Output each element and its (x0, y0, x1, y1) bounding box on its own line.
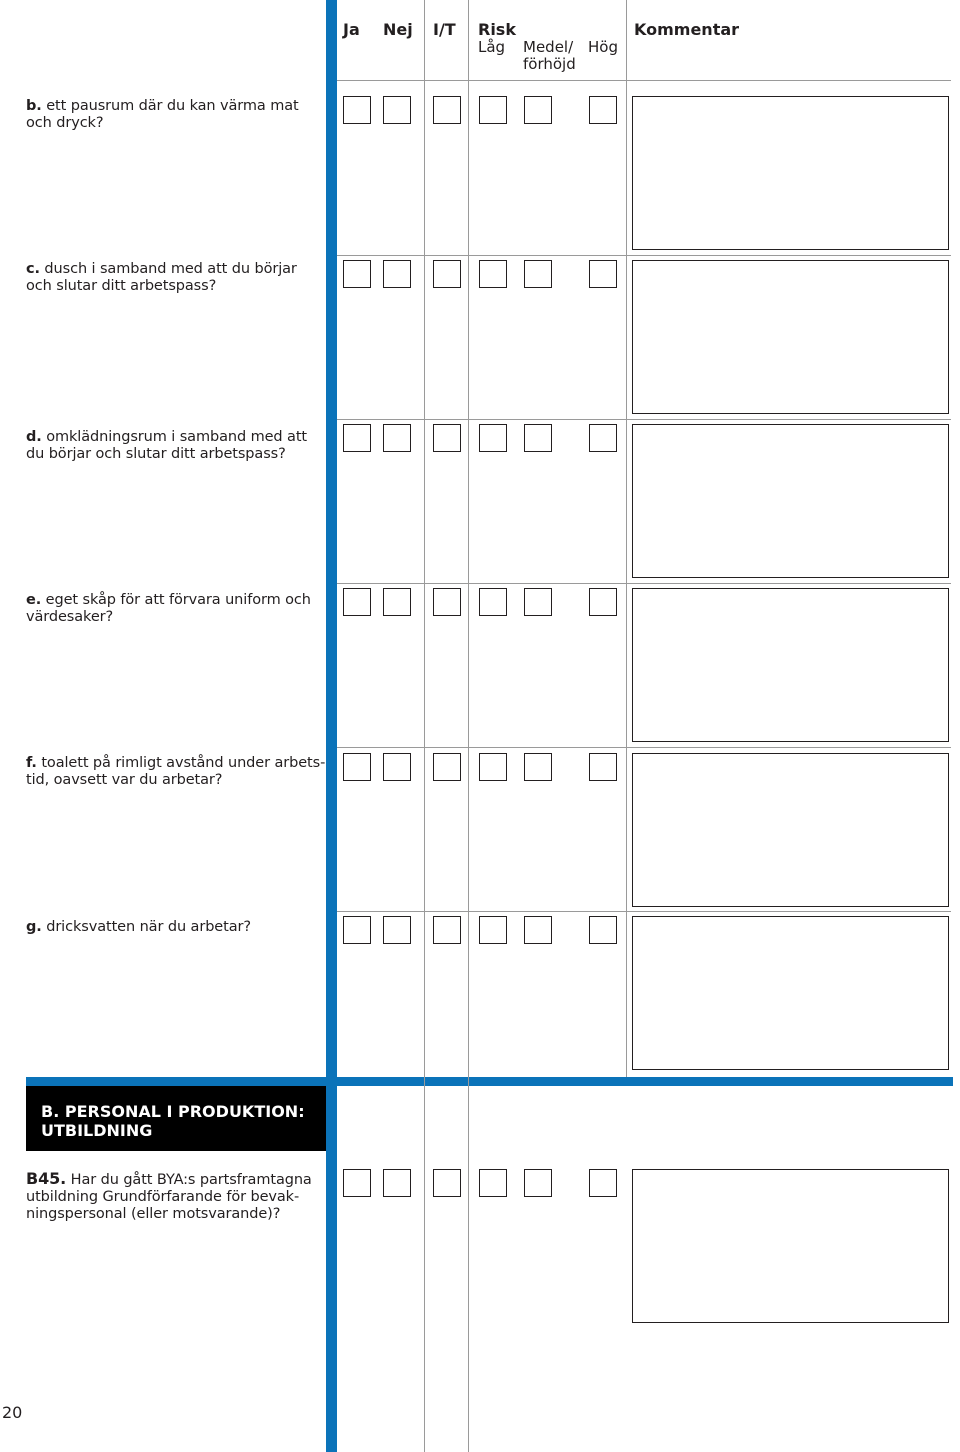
nej-checkbox[interactable] (383, 260, 411, 288)
comment-box[interactable] (632, 96, 949, 250)
question-e (26, 592, 326, 626)
header-lag: Låg (478, 38, 506, 56)
section-heading-line2: UTBILDNING (41, 1121, 153, 1140)
risk-medel-checkbox[interactable] (524, 753, 552, 781)
risk-medel-checkbox[interactable] (524, 588, 552, 616)
header-it: I/T (433, 20, 456, 39)
comment-box[interactable] (632, 1169, 949, 1323)
question-b45 (26, 1170, 316, 1223)
question-letter: b. (26, 98, 42, 114)
row-divider (337, 583, 951, 584)
question-g (26, 919, 326, 936)
question-text: ett pausrum där du kan värma mat och dryck? (26, 98, 299, 131)
header-kommentar: Kommentar (634, 20, 740, 39)
question-f (26, 755, 326, 789)
ja-checkbox[interactable] (343, 424, 371, 452)
ja-checkbox[interactable] (343, 753, 371, 781)
risk-hog-checkbox[interactable] (589, 1169, 617, 1197)
risk-lag-checkbox[interactable] (479, 260, 507, 288)
column-divider (468, 0, 469, 1452)
ja-checkbox[interactable] (343, 260, 371, 288)
ja-checkbox[interactable] (343, 588, 371, 616)
header-medel-line2: förhöjd (523, 55, 576, 73)
nej-checkbox[interactable] (383, 916, 411, 944)
row-divider (337, 255, 951, 256)
nej-checkbox[interactable] (383, 1169, 411, 1197)
header-ja: Ja (343, 20, 360, 39)
it-checkbox[interactable] (433, 1169, 461, 1197)
blue-horizontal-rule (26, 1077, 953, 1086)
it-checkbox[interactable] (433, 96, 461, 124)
risk-lag-checkbox[interactable] (479, 424, 507, 452)
nej-checkbox[interactable] (383, 588, 411, 616)
question-c (26, 261, 326, 295)
blue-vertical-rule (326, 0, 337, 1452)
question-text: Har du gått BYA:s partsframtagna utbildning Grundförfarande för bevak-ningspersonal (eller motsvarande)? (26, 1172, 312, 1222)
comment-box[interactable] (632, 753, 949, 907)
it-checkbox[interactable] (433, 260, 461, 288)
comment-box[interactable] (632, 588, 949, 742)
risk-medel-checkbox[interactable] (524, 1169, 552, 1197)
risk-hog-checkbox[interactable] (589, 588, 617, 616)
header-risk: Risk (478, 20, 516, 39)
it-checkbox[interactable] (433, 916, 461, 944)
it-checkbox[interactable] (433, 588, 461, 616)
it-checkbox[interactable] (433, 753, 461, 781)
question-letter: e. (26, 592, 42, 608)
question-text: toalett på rimligt avstånd under arbets-tid, oavsett var du arbetar? (26, 755, 326, 788)
risk-hog-checkbox[interactable] (589, 260, 617, 288)
comment-box[interactable] (632, 260, 949, 414)
risk-medel-checkbox[interactable] (524, 916, 552, 944)
risk-hog-checkbox[interactable] (589, 424, 617, 452)
nej-checkbox[interactable] (383, 424, 411, 452)
header-divider (337, 80, 951, 81)
nej-checkbox[interactable] (383, 753, 411, 781)
row-divider (337, 911, 951, 912)
risk-lag-checkbox[interactable] (479, 96, 507, 124)
section-heading (26, 1086, 326, 1151)
comment-box[interactable] (632, 916, 949, 1070)
row-divider (337, 419, 951, 420)
ja-checkbox[interactable] (343, 1169, 371, 1197)
risk-lag-checkbox[interactable] (479, 753, 507, 781)
risk-lag-checkbox[interactable] (479, 588, 507, 616)
nej-checkbox[interactable] (383, 96, 411, 124)
section-heading-line1: B. PERSONAL I PRODUKTION: (41, 1102, 305, 1121)
header-nej: Nej (383, 20, 413, 39)
question-text: dusch i samband med att du börjar och slutar ditt arbetspass? (26, 261, 297, 294)
risk-medel-checkbox[interactable] (524, 96, 552, 124)
row-divider (337, 747, 951, 748)
it-checkbox[interactable] (433, 424, 461, 452)
question-d (26, 429, 326, 463)
risk-medel-checkbox[interactable] (524, 424, 552, 452)
risk-lag-checkbox[interactable] (479, 916, 507, 944)
risk-hog-checkbox[interactable] (589, 96, 617, 124)
column-divider (626, 0, 627, 1077)
page-number: 20 (2, 1403, 23, 1422)
ja-checkbox[interactable] (343, 916, 371, 944)
header-medel (523, 39, 576, 73)
risk-medel-checkbox[interactable] (524, 260, 552, 288)
question-text: omklädningsrum i samband med att du börjar och slutar ditt arbetspass? (26, 429, 307, 462)
question-letter: f. (26, 755, 37, 771)
question-text: eget skåp för att förvara uniform och värdesaker? (26, 592, 311, 625)
question-label: B45. (26, 1169, 67, 1188)
header-hog: Hög (588, 38, 618, 56)
question-b (26, 98, 326, 132)
question-letter: g. (26, 919, 42, 935)
risk-hog-checkbox[interactable] (589, 753, 617, 781)
risk-lag-checkbox[interactable] (479, 1169, 507, 1197)
column-divider (424, 0, 425, 1452)
question-letter: d. (26, 429, 42, 445)
comment-box[interactable] (632, 424, 949, 578)
question-text: dricksvatten när du arbetar? (46, 919, 251, 935)
ja-checkbox[interactable] (343, 96, 371, 124)
risk-hog-checkbox[interactable] (589, 916, 617, 944)
header-medel-line1: Medel/ (523, 38, 574, 56)
question-letter: c. (26, 261, 40, 277)
